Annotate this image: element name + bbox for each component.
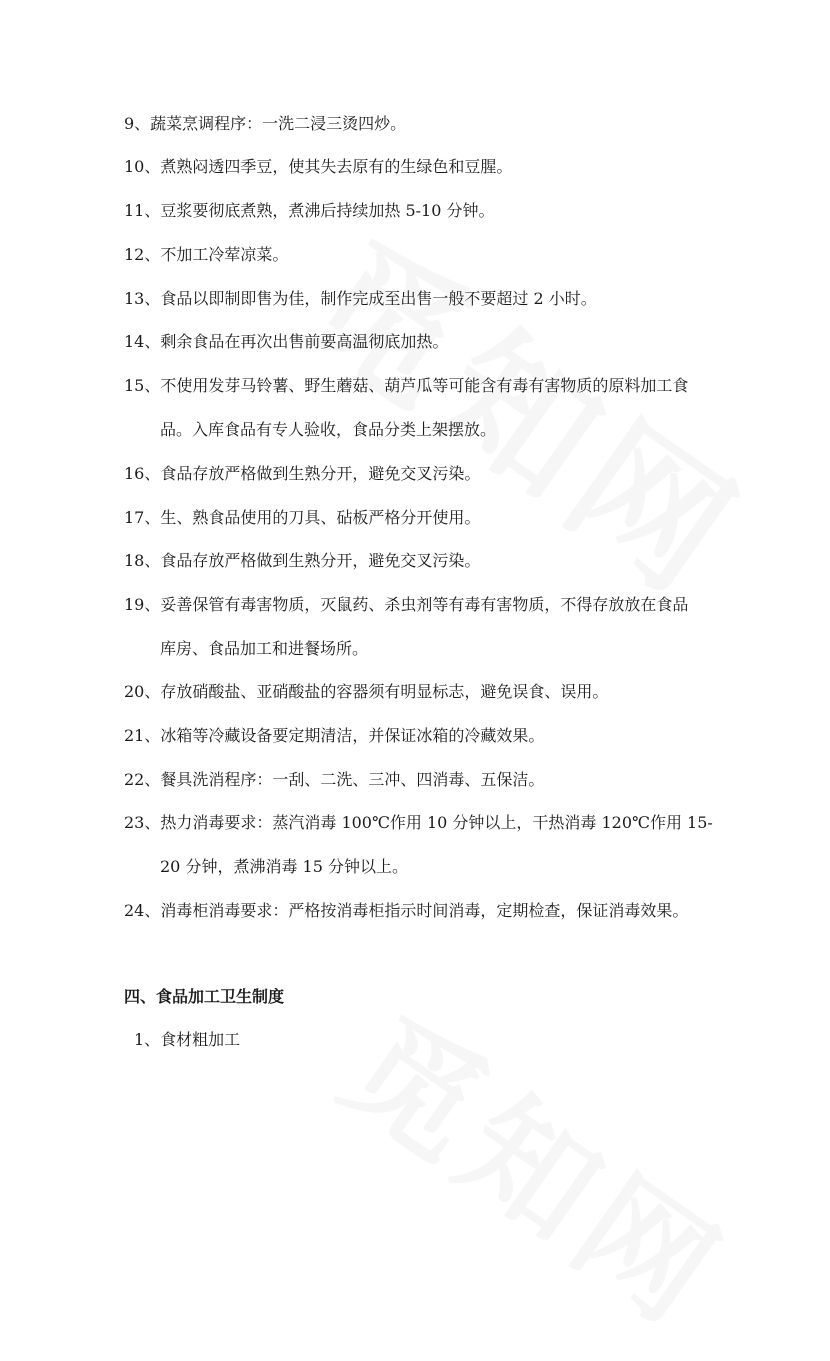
list-item: 17、生、熟食品使用的刀具、砧板严格分开使用。 [124,508,481,527]
list-item: 16、食品存放严格做到生熟分开，避免交叉污染。 [124,464,481,483]
list-item: 19、妥善保管有毒害物质，灭鼠药、杀虫剂等有毒有害物质，不得存放放在食品 库房、食品加工和进餐场所。 [124,595,689,658]
list-item: 22、餐具洗消程序：一刮、二洗、三冲、四消毒、五保洁。 [124,770,545,789]
list-item: 23、热力消毒要求：蒸汽消毒 100℃作用 10 分钟以上，干热消毒 120℃作用 15- 20 分钟，煮沸消毒 15 分钟以上。 [124,813,713,876]
list-item: 12、不加工冷荤凉菜。 [124,245,289,264]
watermark [314,966,765,1360]
section-heading: 四、食品加工卫生制度 [124,987,285,1006]
list-item: 24、消毒柜消毒要求：严格按消毒柜指示时间消毒，定期检查，保证消毒效果。 [124,901,689,920]
list-item: 21、冰箱等冷藏设备要定期清洁，并保证冰箱的冷藏效果。 [124,726,545,745]
list-item: 9、蔬菜烹调程序：一洗二浸三烫四炒。 [124,114,407,133]
list-item: 13、食品以即制即售为佳，制作完成至出售一般不要超过 2 小时。 [124,289,597,308]
list-item: 11、豆浆要彻底煮熟，煮沸后持续加热 5-10 分钟。 [124,201,495,220]
list-item: 18、食品存放严格做到生熟分开，避免交叉污染。 [124,551,481,570]
list-item: 10、煮熟闷透四季豆，使其失去原有的生绿色和豆腥。 [124,157,513,176]
list-item: 20、存放硝酸盐、亚硝酸盐的容器须有明显标志，避免误食、误用。 [124,682,609,701]
list-item: 14、剩余食品在再次出售前要高温彻底加热。 [124,332,449,351]
subsection-heading: 1、食材粗加工 [134,1030,241,1049]
list-item: 15、不使用发芽马铃薯、野生蘑菇、葫芦瓜等可能含有毒有害物质的原料加工食 品。入库食品有专人验收，食品分类上架摆放。 [124,376,689,439]
